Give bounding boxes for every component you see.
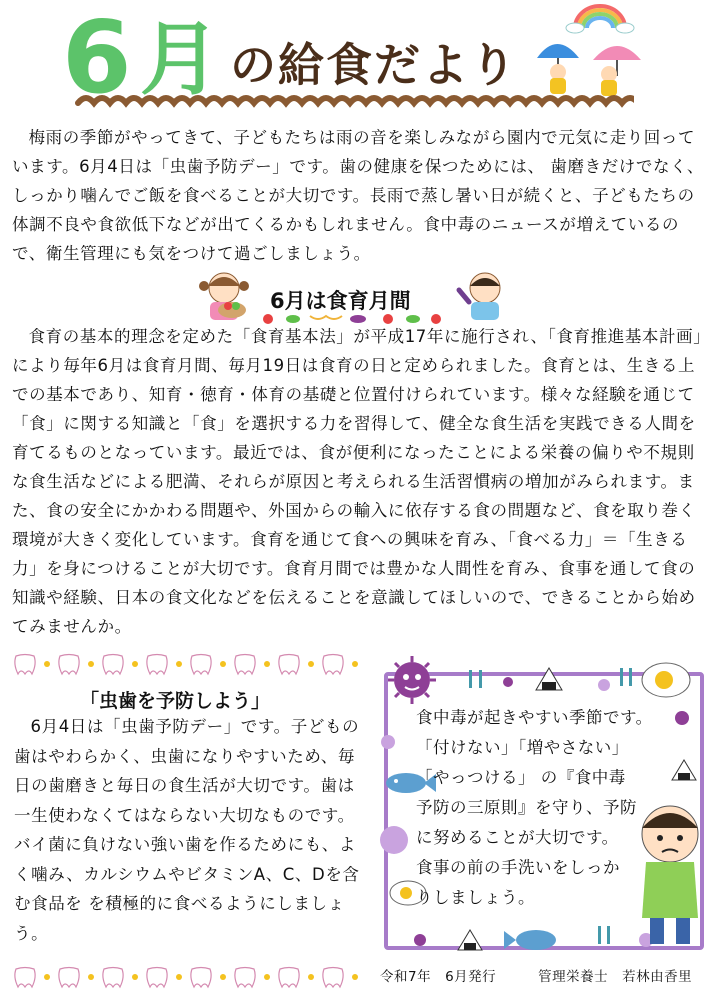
- tooth-icon: [103, 968, 123, 988]
- title-month: 月: [140, 13, 220, 106]
- mushiba-paragraph: 6月4日は「虫歯予防デー」です。子どもの歯はやわらかく、虫歯になりやすいため、毎日の歯磨きと毎日の食生活が大切です。歯は一生使わなくてはならない大切なものです。 バイ菌に負けない強い歯を作るためにも、よく噛み、カルシウムやビタミンA、C、Dを含む食品を を積極的に食べるようにしましょう。: [14, 717, 360, 943]
- sparkle-icon: [132, 661, 138, 667]
- small-virus-icon: [414, 934, 426, 946]
- food-poisoning-line: に努めることが大切です。: [416, 828, 619, 847]
- sparkle-icon: [220, 661, 226, 667]
- toothbrush-icon: [598, 926, 610, 944]
- onigiri-icon: [536, 668, 562, 690]
- tooth-icon: [103, 655, 123, 675]
- tooth-border-top: [8, 652, 368, 676]
- boy-with-vegetable-illustration: [455, 266, 517, 324]
- tooth-icon: [191, 655, 211, 675]
- small-virus-icon: [598, 679, 610, 691]
- food-poisoning-line: 「やっつける」 の『食中毒: [416, 768, 626, 787]
- sparkle-icon: [308, 974, 314, 980]
- wave-divider: [74, 92, 634, 114]
- tooth-border-bottom: [8, 965, 368, 989]
- tooth-icon: [279, 968, 299, 988]
- sparkle-icon: [44, 974, 50, 980]
- sparkle-icon: [88, 661, 94, 667]
- sparkle-icon: [44, 661, 50, 667]
- mushiba-title: 「虫歯を予防しよう」: [80, 690, 271, 712]
- food-poisoning-line: 食中毒が起きやすい季節です。: [416, 708, 653, 727]
- tooth-icon: [59, 655, 79, 675]
- onigiri-icon: [458, 930, 482, 950]
- shokuiku-paragraph: 食育の基本的理念を定めた「食育基本法」が平成17年に施行され、「食育推進基本計画」により毎年6月は食育月間、毎月19日は食育の日と定められました。食育とは、生きる上での基本であり、知育・徳育・体育の基礎と位置付けられています。様々な経験を通じて「食」に関する知識と「食」を選択する力を習得して、健全な食生活を実践できる人間を育てるものとなっています。最近では、食が便利になったことによる栄養の偏りや不規則な食生活などによる肥満、それらが原因と考えられる生活習慣病の増加がみられます。また、食の安全にかかわる問題や、外国からの輸入に依存する食の問題など、食を取り巻く環境が大きく変化しています。食育を通じて食への興味を育み、「食べる力」＝「生きる力」を身につけることが大切です。食育月間では豊かな人間性を育み、食事を通して食の知識や経験、日本の食文化などを伝えることを意識してほしいので、できることから始めてみませんか。: [12, 327, 703, 636]
- footer-credits: 令和7年 6月発行 管理栄養士 若林由香里: [380, 969, 693, 985]
- rainbow-icon: [566, 6, 634, 33]
- sparkle-icon: [264, 974, 270, 980]
- sparkle-icon: [176, 661, 182, 667]
- intro-paragraph: 梅雨の季節がやってきて、子どもたちは雨の音を楽しみながら園内で元気に走り回っています。6月4日は「虫歯予防デー」です。歯の健康を保つためには、 歯磨きだけでなく、しっかり噛んでご飯を食べることが大切です。長雨で蒸し暑い日が続くと、子どもたちの体調不良や食欲低下などが出てくるかもしれません。食中毒のニュースが増えているので、衛生管理にも気をつけて過ごしましょう。: [12, 128, 704, 263]
- umbrella-kids-illustration: [535, 0, 645, 100]
- blue-umbrella-icon: [537, 44, 579, 94]
- food-poisoning-line: 予防の三原則』を守り、予防: [416, 798, 637, 817]
- small-virus-icon: [381, 735, 395, 749]
- toothbrush-icon: [469, 670, 482, 688]
- tooth-icon: [59, 968, 79, 988]
- virus-icon: [388, 656, 436, 704]
- tooth-icon: [15, 968, 35, 988]
- tooth-icon: [279, 655, 299, 675]
- food-poisoning-text: [416, 703, 678, 913]
- fish-icon: [504, 930, 556, 950]
- tooth-icon: [323, 968, 343, 988]
- tooth-icon: [235, 968, 255, 988]
- sparkle-icon: [352, 974, 358, 980]
- tooth-icon: [147, 655, 167, 675]
- tooth-icon: [15, 655, 35, 675]
- sparkle-icon: [176, 974, 182, 980]
- sparkle-icon: [220, 974, 226, 980]
- tooth-icon: [323, 655, 343, 675]
- toothbrush-icon: [620, 668, 632, 686]
- tooth-icon: [147, 968, 167, 988]
- pink-umbrella-icon: [593, 46, 641, 96]
- sparkle-icon: [264, 661, 270, 667]
- fried-egg-icon: [642, 663, 690, 697]
- food-poisoning-line: 食事の前の手洗いをしっか: [416, 858, 620, 877]
- sparkle-icon: [308, 661, 314, 667]
- tooth-icon: [191, 968, 211, 988]
- food-poisoning-line: りしましょう。: [416, 888, 535, 907]
- sparkle-icon: [132, 974, 138, 980]
- virus-icon: [380, 826, 408, 854]
- shokuiku-title: 6月は食育月間: [270, 289, 411, 313]
- sparkle-icon: [352, 661, 358, 667]
- title-six: 6: [62, 0, 132, 116]
- small-virus-icon: [503, 677, 513, 687]
- tooth-icon: [235, 655, 255, 675]
- sparkle-icon: [88, 974, 94, 980]
- food-poisoning-line: 「付けない」「増やさない」: [416, 738, 629, 757]
- title-rest: の給食だより: [230, 38, 518, 92]
